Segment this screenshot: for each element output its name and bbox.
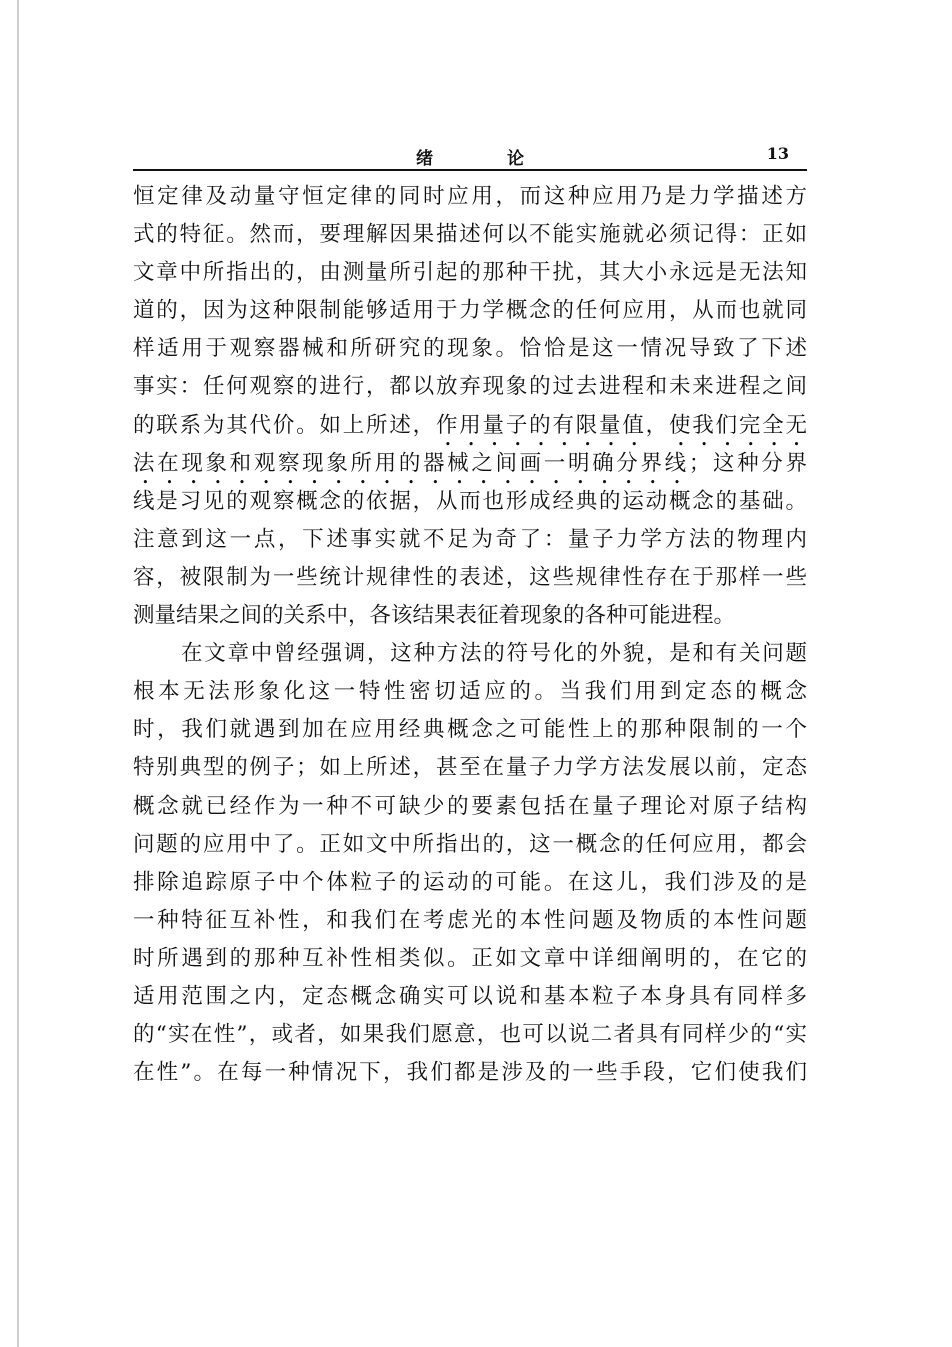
body-text [133, 178, 807, 1092]
text-line: 恒定律及动量守恒定律的同时应用，而这种应用乃是力学描述方 [133, 184, 807, 209]
text-line: 容，被限制为一些统计规律性的表述，这些规律性存在于那样一些 [133, 564, 807, 590]
text-line: 适用范围之内，定态概念确实可以说和基本粒子本身具有同样多 [133, 983, 807, 1009]
text-line: 问题的应用中了。正如文中所指出的，这一概念的任何应用，都会 [133, 831, 807, 857]
text-line: 式的特征。然而，要理解因果描述何以不能实施就必须记得：正如 [133, 222, 807, 248]
text-line: 特别典型的例子；如上所述，甚至在量子力学方法发展以前，定态 [133, 755, 807, 781]
paragraph-2 [133, 635, 807, 1092]
plain-text: 的联系为其代价。如上所述， [133, 412, 436, 438]
emphasized-text: 法在现象和观察现象所用的器械之间画一明确分界线 [133, 450, 689, 476]
text-line: 注意到这一点，下述事实就不足为奇了：量子力学方法的物理内 [133, 526, 807, 552]
header-rule [133, 169, 807, 171]
text-line: 在性”。在每一种情况下，我们都是涉及的一些手段，它们使我们 [133, 1060, 807, 1086]
running-header [133, 142, 807, 168]
text-line: 线是习见的观察概念的依据，从而也形成经典的运动概念的基础。 [133, 488, 807, 514]
text-line: 道的，因为这种限制能够适用于力学概念的任何应用，从而也就同 [133, 298, 807, 324]
scan-edge [17, 0, 19, 1347]
text-line: 排除追踪原子中个体粒子的运动的可能。在这儿，我们涉及的是 [133, 869, 807, 895]
text-line: 时所遇到的那种互补性相类似。正如文章中详细阐明的，在它的 [133, 945, 807, 971]
emphasized-text: 作用量子的有限量值，使我们完全无 [435, 412, 807, 438]
chapter-title: 绪 论 [416, 149, 558, 169]
text-line [133, 445, 807, 483]
text-line: 样适用于观察器械和所研究的现象。恰恰是这一情况导致了下述 [133, 336, 807, 362]
plain-text: ；这种分界 [688, 450, 807, 476]
text-line: 根本无法形象化这一特性密切适应的。当我们用到定态的概念 [133, 679, 807, 705]
text-line: 时，我们就遇到加在应用经典概念之可能性上的那种限制的一个 [133, 717, 807, 743]
text-line: 在文章中曾经强调，这种方法的符号化的外貌，是和有关问题 [181, 641, 807, 667]
text-line: 文章中所指出的，由测量所引起的那种干扰，其大小永远是无法知 [133, 260, 807, 286]
text-line [133, 407, 807, 445]
text-line: 事实：任何观察的进行，都以放弃现象的过去进程和未来进程之间 [133, 374, 807, 400]
text-line: 的“实在性”，或者，如果我们愿意，也可以说二者具有同样少的“实 [133, 1022, 807, 1048]
paragraph-1 [133, 178, 807, 635]
text-line: 测量结果之间的关系中，各该结果表征着现象的各种可能进程。 [133, 603, 736, 629]
page-number: 13 [766, 144, 789, 163]
text-line: 概念就已经作为一种不可缺少的要素包括在量子理论对原子结构 [133, 793, 807, 819]
text-line: 一种特征互补性，和我们在考虑光的本性问题及物质的本性问题 [133, 907, 807, 933]
